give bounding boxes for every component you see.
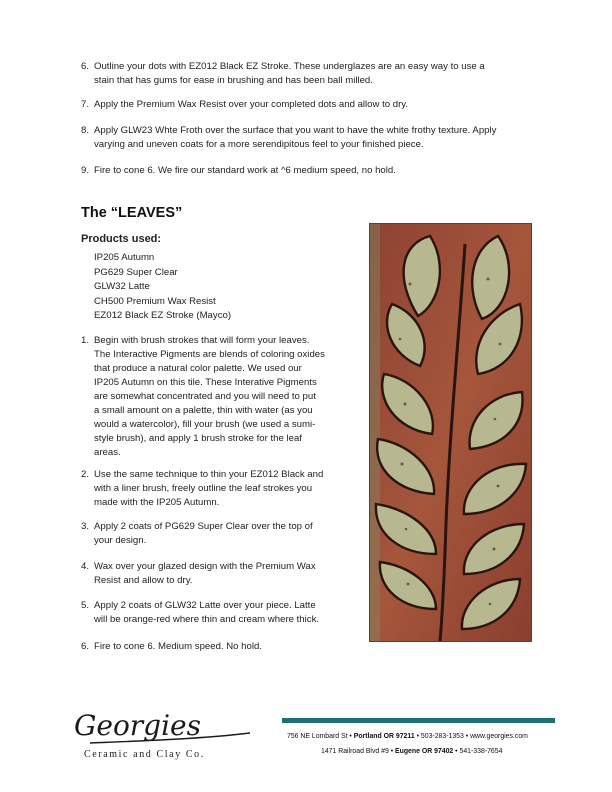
step-text-line: that produce a natural color palette. We used our — [94, 363, 302, 374]
step-text-line: style brush), and apply 1 brush stroke for the leaf — [94, 433, 302, 444]
step-number: 8. — [81, 125, 90, 136]
step-number: 3. — [81, 521, 90, 532]
product-item: PG629 Super Clear — [94, 266, 178, 278]
step-text-line: made with the IP205 Autumn. — [94, 497, 220, 508]
step-number: 6. — [81, 641, 90, 652]
step-text-line: Begin with brush strokes that will form your leaves. — [94, 335, 310, 346]
step-text-line: Resist and allow to dry. — [94, 575, 193, 586]
step-text-line: would a watercolor), fill your brush (we used a sumi- — [94, 419, 316, 430]
step-text-line: Fire to cone 6. Medium speed. No hold. — [94, 641, 262, 652]
step-number: 4. — [81, 561, 90, 572]
products-list — [94, 251, 231, 324]
leaf-tile-illustration — [370, 224, 531, 641]
leaf-tile-photo — [369, 223, 532, 642]
step-text-line: Wax over your glazed design with the Premium Wax — [94, 561, 316, 572]
footer-accent-rule — [282, 718, 555, 723]
step-text-line: Outline your dots with EZ012 Black EZ Stroke. These underglazes are an easy way to use a — [94, 61, 485, 72]
step-text-line: stain that has gums for ease in brushing and has been ball milled. — [94, 75, 373, 86]
logo-wordmark: Georgies — [74, 709, 201, 742]
step-text-line: Apply 2 coats of PG629 Super Clear over the top of — [94, 521, 313, 532]
step-text-line: varying and uneven coats for a more serendipitous feel to your finished piece. — [94, 139, 424, 150]
step-number: 5. — [81, 600, 90, 611]
step-text-line: Apply the Premium Wax Resist over your completed dots and allow to dry. — [94, 99, 409, 110]
step-text-line: are somewhat concentrated and you will need to put — [94, 391, 316, 402]
product-item: CH500 Premium Wax Resist — [94, 295, 216, 307]
tile-edge — [370, 224, 380, 641]
product-item: GLW32 Latte — [94, 281, 150, 293]
step-text-line: The Interactive Pigments are blends of coloring oxides — [94, 349, 325, 360]
step-text-line: Apply GLW23 Whte Froth over the surface that you want to have the white frothy texture. Apply — [94, 125, 497, 136]
step-text-line: a small amount on a palette, thin with water (as you — [94, 405, 313, 416]
step-text-line: areas. — [94, 447, 121, 458]
footer-eugene-address: 1471 Railroad Blvd #9 • Eugene OR 97402 • 541-338-7654 — [321, 748, 503, 755]
product-item: EZ012 Black EZ Stroke (Mayco) — [94, 310, 232, 322]
step-number: 2. — [81, 469, 90, 480]
product-item: IP205 Autumn — [94, 252, 155, 263]
step-number: 6. — [81, 61, 90, 72]
step-number: 9. — [81, 165, 90, 176]
step-text-line: IP205 Autumn on this tile. These Interative Pigments — [94, 377, 317, 388]
step-text-line: Apply 2 coats of GLW32 Latte over your piece. Latte — [94, 600, 316, 611]
products-heading: Products used: — [81, 233, 162, 245]
step-text-line: your design. — [94, 535, 147, 546]
step-number: 7. — [81, 99, 90, 110]
footer-portland-address: 756 NE Lombard St • Portland OR 97211 • 503-283-1353 • www.georgies.com — [287, 733, 528, 740]
step-text-line: will be orange-red where thin and cream where thick. — [94, 614, 320, 625]
logo-subtitle: Ceramic and Clay Co. — [84, 749, 205, 760]
georgies-logo — [70, 705, 252, 747]
step-text-line: with a liner brush, freely outline the leaf strokes you — [94, 483, 313, 494]
step-text-line: Fire to cone 6. We fire our standard work at ^6 medium speed, no hold. — [94, 165, 396, 176]
section-title: The “LEAVES” — [81, 205, 183, 221]
step-number: 1. — [81, 335, 90, 346]
step-text-line: Use the same technique to thin your EZ012 Black and — [94, 469, 324, 480]
